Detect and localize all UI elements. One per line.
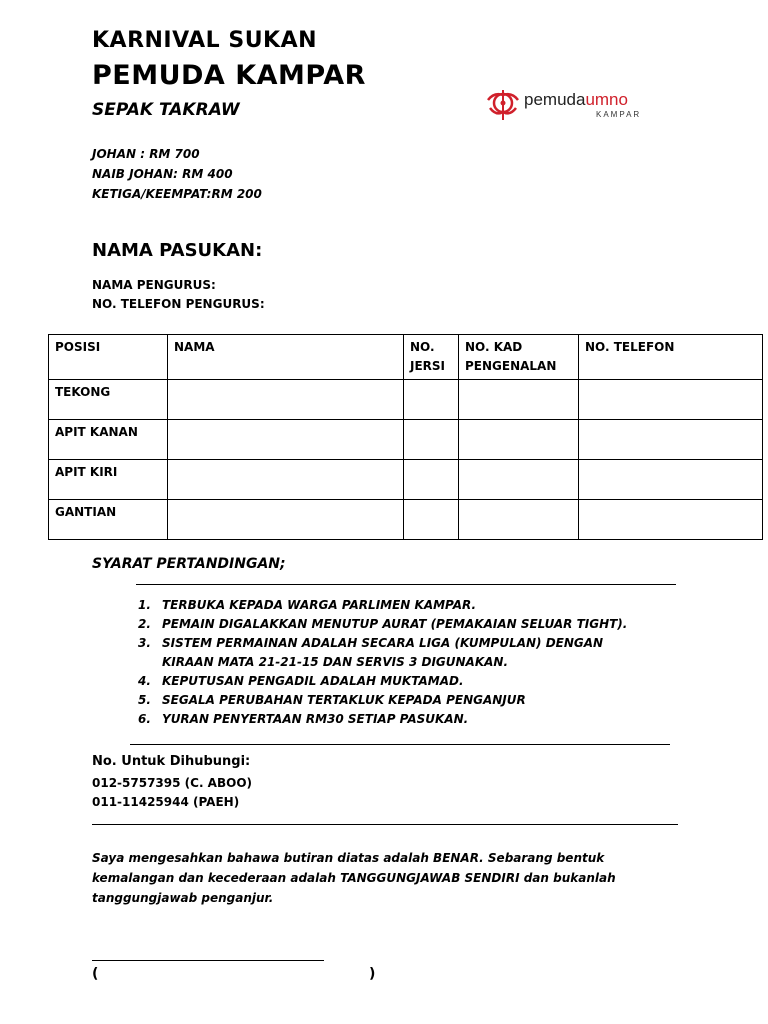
manager-name-label: NAMA PENGURUS: xyxy=(92,278,216,292)
divider xyxy=(130,744,670,745)
ic-cell[interactable] xyxy=(459,500,579,540)
conditions-title: SYARAT PERTANDINGAN; xyxy=(92,556,286,572)
list-text: SISTEM PERMAINAN ADALAH SECARA LIGA (KUMPULAN) DENGAN KIRAAN MATA 21-21-15 DAN SERVIS 3 DIGUNAKAN. xyxy=(162,636,604,669)
table-row xyxy=(49,420,763,460)
name-cell[interactable] xyxy=(168,380,404,420)
name-cell[interactable] xyxy=(168,460,404,500)
list-text: YURAN PENYERTAAN RM30 SETIAP PASUKAN. xyxy=(162,712,469,726)
contact-title: No. Untuk Dihubungi: xyxy=(92,754,251,769)
list-item xyxy=(138,615,658,634)
contact-number: 011-11425944 (PAEH) xyxy=(92,795,240,809)
phone-cell[interactable] xyxy=(579,380,763,420)
umno-keris-emblem-icon xyxy=(484,86,522,124)
list-text: SEGALA PERUBAHAN TERTAKLUK KEPADA PENGANJUR xyxy=(162,693,526,707)
header-jersey-number: NO. JERSI xyxy=(404,335,459,380)
name-cell[interactable] xyxy=(168,420,404,460)
ic-cell[interactable] xyxy=(459,420,579,460)
position-cell: TEKONG xyxy=(49,380,168,420)
list-number: 4. xyxy=(138,674,151,688)
player-registration-table xyxy=(48,334,763,540)
table-header-row xyxy=(49,335,763,380)
conditions-list xyxy=(138,596,658,729)
logo-word-pemuda: pemuda xyxy=(524,90,586,109)
table-row xyxy=(49,380,763,420)
name-cell[interactable] xyxy=(168,500,404,540)
phone-cell[interactable] xyxy=(579,420,763,460)
ic-cell[interactable] xyxy=(459,380,579,420)
list-number: 1. xyxy=(138,598,151,612)
divider xyxy=(136,584,676,585)
list-item xyxy=(138,634,658,672)
team-name-label: NAMA PASUKAN: xyxy=(92,240,263,261)
list-number: 3. xyxy=(138,636,151,650)
event-title: KARNIVAL SUKAN xyxy=(92,28,318,53)
list-text: KEPUTUSAN PENGADIL ADALAH MUKTAMAD. xyxy=(162,674,464,688)
pemuda-umno-logo xyxy=(484,86,654,126)
declaration-text: Saya mengesahkan bahawa butiran diatas adalah BENAR. Sebarang bentuk kemalangan dan kecederaan adalah TANGGUNGJAWAB SENDIRI dan bukanlah tanggungjawab penganjur. xyxy=(92,851,616,905)
logo-subtitle: KAMPAR xyxy=(596,110,642,119)
header-name: NAMA xyxy=(168,335,404,380)
divider xyxy=(92,824,678,825)
table-row xyxy=(49,500,763,540)
prize-runner-up: NAIB JOHAN: RM 400 xyxy=(92,167,233,181)
list-text: PEMAIN DIGALAKKAN MENUTUP AURAT (PEMAKAIAN SELUAR TIGHT). xyxy=(162,617,628,631)
organizer-title: PEMUDA KAMPAR xyxy=(92,60,366,91)
signature-name-close-paren: ) xyxy=(369,966,376,982)
manager-phone-label: NO. TELEFON PENGURUS: xyxy=(92,297,265,311)
logo-word-umno: umno xyxy=(585,90,628,109)
header-ic-number: NO. KAD PENGENALAN xyxy=(459,335,579,380)
list-number: 5. xyxy=(138,693,151,707)
list-item xyxy=(138,596,658,615)
list-text: TERBUKA KEPADA WARGA PARLIMEN KAMPAR. xyxy=(162,598,477,612)
phone-cell[interactable] xyxy=(579,460,763,500)
header-position: POSISI xyxy=(49,335,168,380)
position-cell: GANTIAN xyxy=(49,500,168,540)
list-item xyxy=(138,672,658,691)
signature-line[interactable] xyxy=(92,960,324,961)
signature-name-open-paren: ( xyxy=(92,966,99,982)
list-item xyxy=(138,691,658,710)
jersey-cell[interactable] xyxy=(404,420,459,460)
phone-cell[interactable] xyxy=(579,500,763,540)
prize-champion: JOHAN : RM 700 xyxy=(92,147,200,161)
position-cell: APIT KIRI xyxy=(49,460,168,500)
logo-wordmark xyxy=(524,90,628,110)
jersey-cell[interactable] xyxy=(404,380,459,420)
jersey-cell[interactable] xyxy=(404,460,459,500)
prize-third-fourth: KETIGA/KEEMPAT:RM 200 xyxy=(92,187,262,201)
header-phone: NO. TELEFON xyxy=(579,335,763,380)
list-number: 2. xyxy=(138,617,151,631)
position-cell: APIT KANAN xyxy=(49,420,168,460)
jersey-cell[interactable] xyxy=(404,500,459,540)
table-row xyxy=(49,460,763,500)
ic-cell[interactable] xyxy=(459,460,579,500)
list-item xyxy=(138,710,658,729)
list-number: 6. xyxy=(138,712,151,726)
contact-number: 012-5757395 (C. ABOO) xyxy=(92,776,253,790)
sport-title: SEPAK TAKRAW xyxy=(92,100,240,120)
